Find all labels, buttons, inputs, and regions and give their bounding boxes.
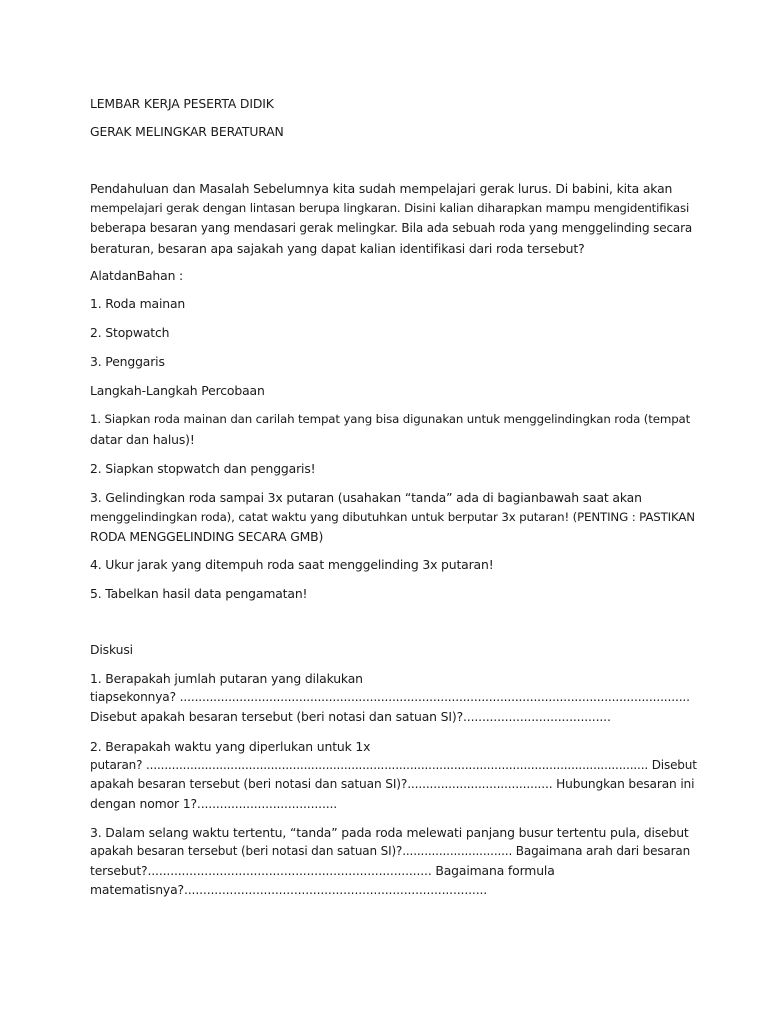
- question-line: Disebut apakah besaran tersebut (beri notasi dan satuan SI)?.......................................: [90, 709, 611, 724]
- step-4: 4. Ukur jarak yang ditempuh roda saat menggelinding 3x putaran!: [90, 557, 494, 572]
- question-line: 1. Berapakah jumlah putaran yang dilakukan: [90, 671, 363, 686]
- discussion-heading: Diskusi: [90, 642, 133, 657]
- steps-heading: Langkah-Langkah Percobaan: [90, 383, 265, 398]
- intro-line: mempelajari gerak dengan lintasan berupa lingkaran. Disini kalian diharapkan mampu mengidentifikasi: [90, 201, 690, 215]
- step-line: menggelindingkan roda), catat waktu yang dibutuhkan untuk berputar 3x putaran! (PENTING : PASTIKAN: [90, 510, 695, 524]
- document-subtitle: GERAK MELINGKAR BERATURAN: [90, 124, 284, 139]
- step-line: RODA MENGGELINDING SECARA GMB): [90, 529, 324, 544]
- question-line: tersebut?........................................................................... Bagaimana formula: [90, 863, 555, 878]
- materials-item: 1. Roda mainan: [90, 296, 186, 311]
- question-line: dengan nomor 1?.....................................: [90, 796, 338, 811]
- question-line: 2. Berapakah waktu yang diperlukan untuk 1x: [90, 739, 371, 754]
- question-line: apakah besaran tersebut (beri notasi dan satuan SI)?....................................... Hubungkan besaran ini: [90, 777, 695, 791]
- intro-line: beberapa besaran yang mendasari gerak melingkar. Bila ada sebuah roda yang menggelinding secara: [90, 221, 693, 235]
- materials-heading: AlatdanBahan :: [90, 268, 184, 283]
- step-line: datar dan halus)!: [90, 432, 195, 447]
- question-line: tiapsekonnya? .........................................................................................................................................: [90, 690, 690, 704]
- question-line: putaran? ......................................................................................................................................... Disebut: [90, 758, 697, 772]
- step-line: 3. Gelindingkan roda sampai 3x putaran (usahakan “tanda” ada di bagianbawah saat akan: [90, 490, 642, 505]
- question-line: matematisnya?................................................................................: [90, 882, 488, 897]
- question-line: apakah besaran tersebut (beri notasi dan satuan SI)?.............................. Bagaimana arah dari besaran: [90, 844, 691, 858]
- step-5: 5. Tabelkan hasil data pengamatan!: [90, 586, 308, 601]
- document-title: LEMBAR KERJA PESERTA DIDIK: [90, 96, 274, 111]
- step-line: 1. Siapkan roda mainan dan carilah tempat yang bisa digunakan untuk menggelindingkan roda (tempat: [90, 412, 691, 426]
- materials-item: 3. Penggaris: [90, 354, 165, 369]
- materials-item: 2. Stopwatch: [90, 325, 170, 340]
- intro-line: Pendahuluan dan Masalah Sebelumnya kita sudah mempelajari gerak lurus. Di babini, kita akan: [90, 181, 673, 196]
- step-2: 2. Siapkan stopwatch dan penggaris!: [90, 461, 316, 476]
- question-line: 3. Dalam selang waktu tertentu, “tanda” pada roda melewati panjang busur tertentu pula, disebut: [90, 825, 689, 840]
- intro-line: beraturan, besaran apa sajakah yang dapat kalian identifikasi dari roda tersebut?: [90, 241, 585, 256]
